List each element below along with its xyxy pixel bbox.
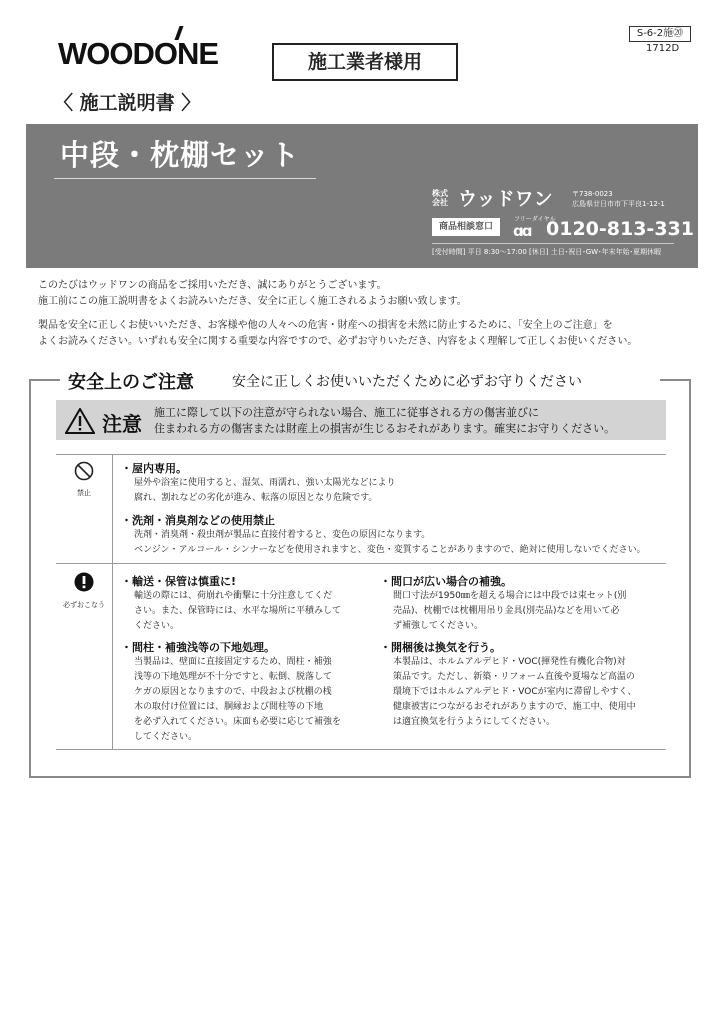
mandatory-label: 必ずおこなう [63, 601, 105, 609]
stud-body-line: 当製品は、壁面に直接固定するため、間柱・補強 [134, 657, 332, 667]
indoor-title: ・屋内専用。 [121, 462, 187, 475]
company-address [572, 189, 665, 209]
safety-subtitle: 安全に正しくお使いいただくために必ずお守りください [232, 374, 582, 390]
company-name: ウッドワン [458, 188, 553, 210]
intro-line-3: 製品を安全に正しくお使いいただき、お客様や他の人々への危害・財産への損害を未然に防止するために、「安全上のご注意」を [38, 320, 613, 331]
title-underline [54, 178, 316, 179]
ventilation-body-line: 策品です。ただし、新築・リフォーム直後や夏場など高温の [393, 672, 635, 682]
wide-opening-body-line: 売品)、枕棚では枕棚用吊り金具(別売品)などを用いて必 [393, 606, 620, 616]
freedial-text: フリーダイヤル [514, 216, 556, 223]
intro-line-1: このたびはウッドワンの商品をご採用いただき、誠にありがとうございます。 [38, 280, 387, 291]
stud-body-line: してください。 [134, 732, 198, 742]
intro-line-4: よくお読みください。いずれも安全に関する重要な内容ですので、必ずお守りいただき、内容をよく理解して正しくお使いください。 [38, 336, 638, 347]
ventilation-body [393, 655, 636, 730]
freedial-icon: ɑɑ [513, 222, 531, 240]
safety-title: 安全上のご注意 [68, 372, 194, 393]
stud-body-line: 浅等の下地処理が不十分ですと、転倒、脱落して [134, 672, 333, 682]
address-street: 広島県廿日市市下平良1-12-1 [572, 200, 665, 208]
indoor-body-line: 腐れ、割れなどの劣化が進み、転落の原因となり危険です。 [134, 493, 378, 503]
transport-title: ・輸送・保管は慎重に! [121, 575, 237, 588]
caution-text [154, 405, 674, 437]
wide-opening-body [393, 589, 626, 634]
stud-title: ・間柱・補強浅等の下地処理。 [121, 641, 275, 654]
ventilation-body-line: は適宜換気を行うようにしてください。 [393, 717, 556, 727]
phone-number: 0120-813-331 [546, 218, 694, 240]
table-rule-top [56, 454, 666, 455]
stud-body-line: を必ず入れてください。床面も必要に応じて補強を [134, 717, 342, 727]
document-type: 〈 施工説明書 〉 [54, 92, 201, 114]
hours-divider [432, 243, 674, 244]
transport-body-line: ください。 [134, 621, 180, 631]
intro-line-2: 施工前にこの施工説明書をよくお読みいただき、安全に正しく施工されるようお願い致します。 [38, 296, 467, 307]
stud-body-line: 木の取付け位置には、胴縁および間柱等の下地 [134, 702, 324, 712]
transport-body-line: さい。また、保管時には、水平な場所に平積みして [134, 606, 342, 616]
caution-line-1: 施工に際して以下の注意が守られない場合、施工に従事される方の傷害並びに [154, 406, 539, 419]
indoor-body-line: 屋外や浴室に使用すると、湿気、雨濡れ、強い太陽光などにより [134, 478, 396, 488]
wide-opening-body-line: 間口寸法が1950㎜を超える場合には中段では束セット(別 [393, 591, 627, 601]
company-prefix: 株式 会社 [432, 189, 448, 207]
ventilation-body-line: 健康被害につながるおそれがありますので、施工中、使用中 [393, 702, 636, 712]
document-code: S-6-2施⑳ [629, 26, 691, 42]
address-postal: 〒738-0023 [572, 190, 613, 198]
ventilation-body-line: 環境下ではホルムアルデヒド・VOCが室内に滞留しやすく、 [393, 687, 637, 697]
wide-opening-body-line: ず補強してください。 [393, 621, 484, 631]
business-hours: [受付時間] 平日 8:30～17:00 [休日] 土日･祝日･GW･年末年始･夏期休暇 [432, 248, 662, 256]
detergent-body-line: ベンジン・アルコール・シンナーなどを使用されますと、変色・変質することがありますので、絶対に使用しないでください。 [134, 545, 646, 555]
product-title: 中段・枕棚セット [60, 138, 301, 172]
document-code-number: 1712D [646, 43, 680, 54]
table-rule-middle [56, 563, 666, 564]
audience-label: 施工業者様用 [272, 43, 458, 81]
ventilation-title: ・開梱後は換気を行う。 [380, 641, 501, 654]
warning-triangle-icon [65, 408, 95, 438]
table-rule-bottom [56, 749, 666, 750]
stud-body [134, 655, 341, 745]
indoor-body [134, 476, 396, 506]
caution-label: 注意 [102, 412, 142, 436]
mandatory-icon [74, 572, 94, 596]
prohibition-label: 禁止 [77, 489, 91, 497]
detergent-body [134, 528, 646, 558]
transport-body [134, 589, 341, 634]
woodone-logo: WOODONE [58, 36, 219, 71]
wide-opening-title: ・間口が広い場合の補強。 [380, 575, 512, 588]
ventilation-body-line: 本製品は、ホルムアルデヒド・VOC(揮発性有機化合物)対 [393, 657, 626, 667]
detergent-title: ・洗剤・消臭剤などの使用禁止 [121, 514, 275, 527]
contact-label: 商品相談窓口 [432, 218, 500, 236]
prohibition-icon [74, 461, 94, 485]
detergent-body-line: 洗剤・消臭剤・殺虫剤が製品に直接付着すると、変色の原因になります。 [134, 530, 431, 540]
transport-body-line: 輸送の際には、荷崩れや衝撃に十分注意してくだ [134, 591, 333, 601]
stud-body-line: ケガの原因となりますので、中段および枕棚の桟 [134, 687, 332, 697]
caution-line-2: 住まわれる方の傷害または財産上の損害が生じるおそれがあります。確実にお守りください。 [154, 422, 616, 435]
